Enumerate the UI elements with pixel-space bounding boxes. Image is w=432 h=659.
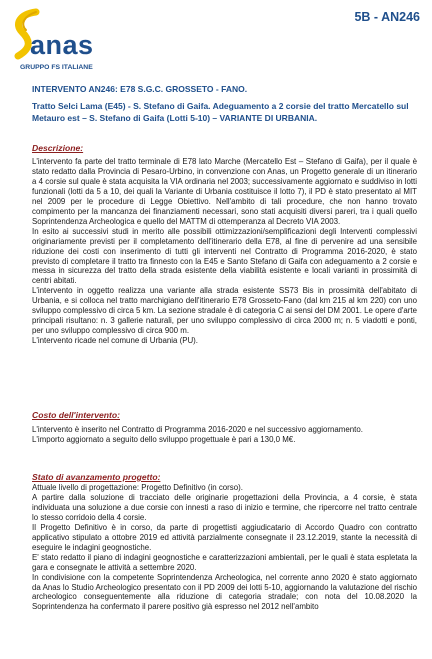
stato-paragraph: Attuale livello di progettazione: Progetto Definitivo (in corso).: [32, 483, 243, 492]
descrizione-body: [32, 157, 417, 346]
costo-title: Costo dell'intervento:: [32, 410, 120, 420]
stato-paragraph: E' stato redatto il piano di indagini geognostiche e caratterizzazioni ambientali, per le quali è stata espletata la gara e consegnate le attività a settembre 2020.: [32, 552, 417, 572]
descrizione-paragraph: L'intervento ricade nel comune di Urbania (PU).: [32, 336, 198, 346]
intervento-heading: [32, 83, 422, 124]
logo-subtitle: GRUPPO FS ITALIANE: [20, 64, 93, 71]
costo-body: [32, 425, 417, 445]
descrizione-paragraph: In esito ai successivi studi in merito alle possibili ottimizzazioni/semplificazioni degli Interventi complessivi originariamente previsti per il completamento dell'itinerario della E78, al fine di pervenire ad una sensibile riduzione dei costi con inserimento di tutti gli interventi nel Contratto di Programma 2016-2020, è stato previsto di completare il tratto tra finnesto con la E45 e Santo Stefano di Gaifa con adeguamento a 2 corsie e messa in sicurezza del tratto della strada esistente della viabilità esistente e locali varianti in prossimità di centri abitati.: [32, 226, 417, 286]
anas-logo: [10, 8, 120, 70]
costo-paragraph: L'importo aggiornato a seguito dello sviluppo progettuale è pari a 130,0 M€.: [32, 434, 296, 444]
descrizione-title: Descrizione:: [32, 143, 84, 153]
costo-paragraph: L'intervento è inserito nel Contratto di Programma 2016-2020 e nel successivo aggiornamento.: [32, 425, 363, 434]
stato-paragraph: Il Progetto Definitivo è in corso, da parte di progettisti aggiudicatario di Accordo Quadro con contratto applicativo stipulato a ottobre 2019 ed attività parzialmente consegnate il 23.12.2019, stante la necessità di eseguire le indagini geognostiche.: [32, 522, 417, 552]
stato-paragraph: In condivisione con la competente Soprintendenza Archeologica, nel corrente anno 2020 è stato aggiornato da Anas lo Studio Archeologico presentato con il PD 2009 dei lotti 5-10, aggiornando la valutazione del rischio archeologico conseguentemente alla riduzione di categoria stradale; con nota del 10.08.2020 la Soprintendenza ha confermato il parere positivo già espresso nel 2012 nell'ambito: [32, 572, 417, 612]
descrizione-paragraph: L'intervento fa parte del tratto terminale di E78 lato Marche (Mercatello Est – Stefano di Gaifa), per il quale è stato redatto dalla Provincia di Pesaro-Urbino, in convenzione con Anas, un Progetto generale di un itinerario a 4 corsie sul quale è stata acquisita la VIA ordinaria nel 2003; successivamente aggiornato e suddiviso in lotti funzionali (lotti da 5 a 10, dei quali la Variante di Urbania costituisce il lotto 7), il PD è stato presentato al MIT nel 2009 per le procedure di Legge Obiettivo. Nell'ambito di tali procedure, che non hanno trovato compimento per la mancanza dei finanziamenti necessari, sono stati acquisiti diversi pareri, tra i quali quello Soprintendenza Archeologica e quello del MATTM di ottemperanza al Decreto VIA 2003.: [32, 157, 417, 226]
document-code: 5B - AN246: [354, 10, 420, 24]
intervento-subtitle: Tratto Selci Lama (E45) - S. Stefano di Gaifa. Adeguamento a 2 corsie del tratto Mercatello sul Metauro est – S. Stefano di Gaifa (Lotti 5-10) – VARIANTE DI URBANIA.: [32, 101, 409, 123]
descrizione-paragraph: L'intervento in oggetto realizza una variante alla strada esistente SS73 Bis in prossimità dell'abitato di Urbania, e si colloca nel tratto marchigiano dell'itinerario E78 Grosseto-Fano (dal km 215 al km 220) con uno sviluppo complessivo di circa 5 km. La sezione stradale è di categoria C ai sensi del DM 2001. Le opere d'arte principali risultano: n. 3 gallerie naturali, per uno sviluppo complessivo di circa 2000 m; n. 5 viadotti e ponti, per uno sviluppo complessivo di circa 900 m.: [32, 286, 417, 336]
stato-title: Stato di avanzamento progetto:: [32, 472, 161, 482]
stato-paragraph: A partire dalla soluzione di tracciato delle originarie progettazioni della Provincia, a 4 corsie, è stata individuata una soluzione a due corsie con innesti a raso di inizio e termine, che ripercorre nel tratto centrale lo stesso corridoio della 4 corsie.: [32, 492, 417, 522]
intervento-title: INTERVENTO AN246: E78 S.G.C. GROSSETO - FANO.: [32, 84, 248, 94]
logo-wordmark: anas: [30, 30, 94, 60]
stato-body: [32, 483, 417, 612]
